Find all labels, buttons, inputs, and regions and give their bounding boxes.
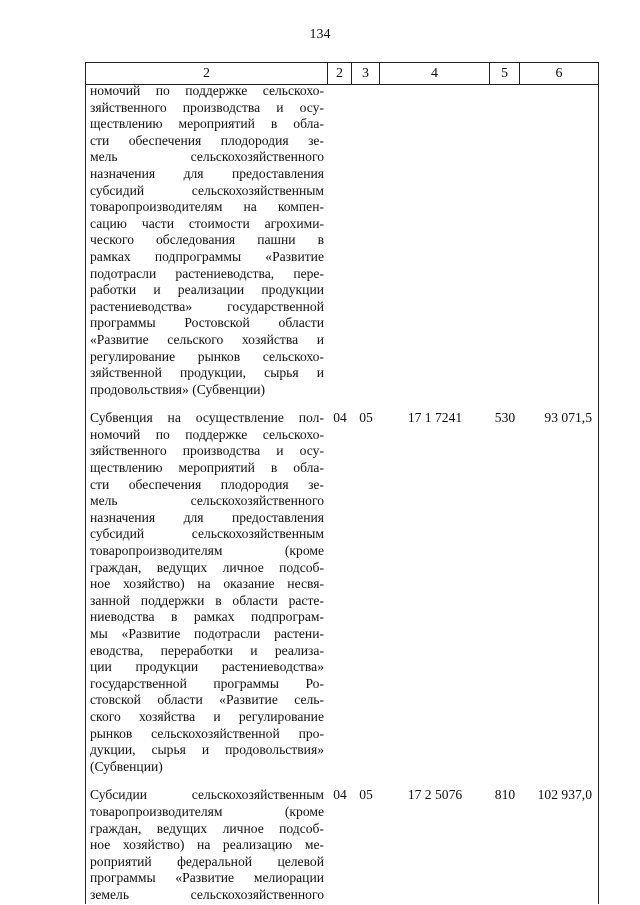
table-row (86, 410, 598, 775)
page-number: 134 (309, 27, 331, 42)
description-line: стовской области «Развитие сель- (90, 692, 324, 708)
description-line: Субвенция на осуществление пол- (90, 410, 324, 426)
table-row (86, 83, 598, 398)
description-line: сти обеспечения плодородия зе- (90, 476, 324, 492)
description-line: граждан, ведущих личное подсоб- (90, 820, 324, 836)
expense-type-code (490, 83, 520, 398)
description-line: товаропроизводителям (кроме (90, 543, 324, 559)
header-cell: 3 (352, 63, 380, 84)
description-line: земель сельскохозяйственного (90, 886, 324, 902)
amount-value (520, 83, 598, 398)
description-line: зяйственного производства и осу- (90, 99, 324, 115)
description-line: работки и реализации продукции (90, 282, 324, 298)
description-line: зяйственной продукции, сырья и (90, 365, 324, 381)
description-line: дукции, сырья и продовольствия» (90, 742, 324, 758)
target-article-code: 17 2 5076 (407, 787, 463, 803)
target-article-code: 17 1 7241 (407, 410, 463, 426)
section-code: 04 (333, 787, 347, 803)
header-cell: 2 (328, 63, 352, 84)
description-line: субсидий сельскохозяйственным (90, 526, 324, 542)
description-line: ции продукции растениеводства» (90, 659, 324, 675)
description-line: занной поддержки в области расте- (90, 592, 324, 608)
description-line: назначения для предоставления (90, 165, 324, 181)
table-row (86, 787, 598, 903)
table-header-row (86, 62, 598, 85)
description-line: сти обеспечения плодородия зе- (90, 132, 324, 148)
description-line: ное хозяйство) на реализацию ме- (90, 837, 324, 853)
header-cell: 4 (380, 63, 490, 84)
subsection-code (352, 83, 380, 398)
description-line: Субсидии сельскохозяйственным (90, 787, 324, 803)
description-line: ского хозяйства и регулирование (90, 708, 324, 724)
description-line: рамках подпрограммы «Развитие (90, 248, 324, 264)
description-line: еводства, переработки и реализа- (90, 642, 324, 658)
amount-value: 93 071,5 (544, 410, 592, 426)
description-line: ществлению мероприятий в обла- (90, 116, 324, 132)
row-spacer (86, 775, 598, 787)
section-code: 04 (333, 410, 347, 426)
header-cell: 6 (555, 66, 563, 81)
row-description (86, 410, 328, 775)
description-line: программы «Развитие мелиорации (90, 870, 324, 886)
description-line: регулирование рынков сельскохо- (90, 348, 324, 364)
subsection-code: 05 (359, 787, 373, 803)
description-line: сацию части стоимости агрохими- (90, 215, 324, 231)
description-line: граждан, ведущих личное подсоб- (90, 559, 324, 575)
description-line: ческого обследования пашни в (90, 232, 324, 248)
description-line: товаропроизводителям (кроме (90, 803, 324, 819)
description-line: товаропроизводителям на компен- (90, 199, 324, 215)
description-line: субсидий сельскохозяйственным (90, 182, 324, 198)
row-spacer (86, 398, 598, 410)
description-line: номочий по поддержке сельскохо- (90, 426, 324, 442)
description-line: программы Ростовской области (90, 315, 324, 331)
description-line: растениеводства» государственной (90, 298, 324, 314)
header-cell: 5 (490, 63, 520, 84)
description-line: роприятий федеральной целевой (90, 853, 324, 869)
header-cell: 2 (86, 63, 328, 84)
description-line: мель сельскохозяйственного (90, 493, 324, 509)
amount-value: 102 937,0 (537, 787, 592, 803)
row-description (86, 83, 328, 398)
subsection-code: 05 (359, 410, 373, 426)
description-line: подотрасли растениеводства, пере- (90, 265, 324, 281)
description-line: государственной программы Ро- (90, 675, 324, 691)
budget-table (85, 62, 599, 904)
description-line: продовольствия» (Субвенции) (90, 381, 266, 397)
description-line: «Развитие сельского хозяйства и (90, 331, 324, 347)
description-line: ниеводства в рамках подпрограм- (90, 609, 324, 625)
target-article-code (380, 83, 490, 398)
description-line: зяйственного производства и осу- (90, 443, 324, 459)
description-line: назначения для предоставления (90, 509, 324, 525)
description-line: ществлению мероприятий в обла- (90, 460, 324, 476)
description-line: мы «Развитие подотрасли растени- (90, 626, 324, 641)
description-line: ное хозяйство) на оказание несвя- (90, 576, 324, 592)
description-line: рынков сельскохозяйственной про- (90, 725, 324, 741)
description-line: номочий по поддержке сельскохо- (90, 83, 324, 98)
expense-type-code: 530 (494, 410, 516, 426)
row-description (86, 787, 328, 903)
description-line: мель сельскохозяйственного (90, 149, 324, 165)
description-line: (Субвенции) (90, 758, 163, 774)
section-code (328, 83, 352, 398)
expense-type-code: 810 (494, 787, 516, 803)
